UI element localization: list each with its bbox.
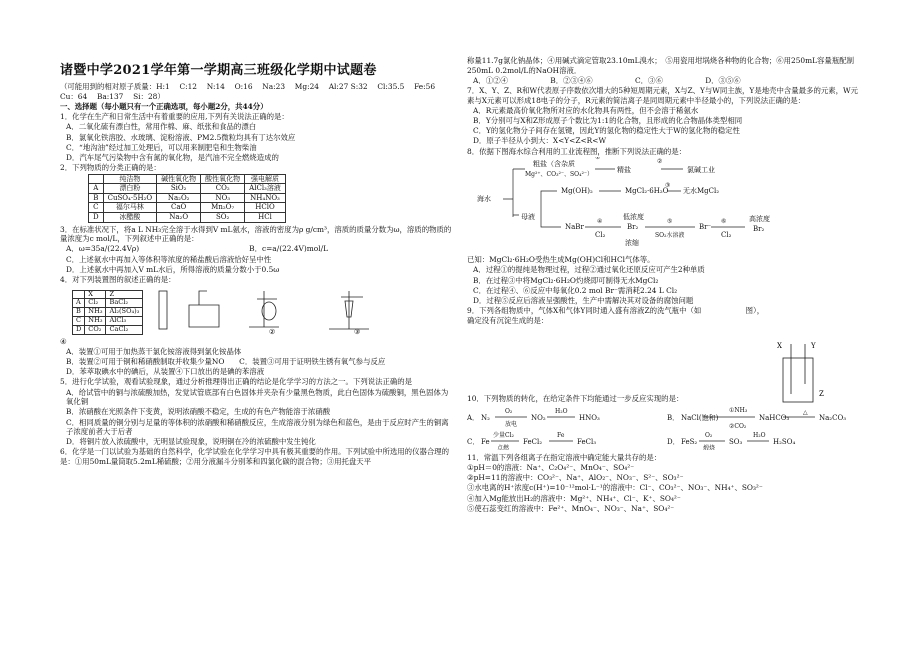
reaction-condition: ②CO₂ [729,423,747,431]
flow-node-br-ion: Br⁻ [699,222,712,231]
reaction-condition: ①NH₃ [729,407,748,415]
q8-option: D．过程⑤反应后溶液呈强酸性，生产中需解决其对设备的腐蚀问题 [473,296,694,306]
test-tube-icon [159,291,167,329]
figure-label: ④ [60,336,67,346]
flow-node-impurities: Mg²⁺、CO₃²⁻、SO₄²⁻） [525,170,594,178]
atomic-masses-line2: Cu：64 Ba:137 Si：28） [60,91,165,101]
chem-species: H₂SO₄ [773,438,796,447]
option-label: C． [467,438,480,447]
q6-options [467,76,862,86]
reaction-condition: 点燃 [497,445,510,451]
q4-option: B．装置②可用于铜和稀硝酸制取并收集少量NO C．装置③可用于证明铁生锈有氧气参与反应 [66,356,386,366]
option-label: B． [667,414,680,423]
chem-species: NaHCO₃ [759,414,790,423]
table-cell: Na₂O₂ [157,193,201,203]
flow-node-crude-salt: 粗盐（含杂质 [533,159,575,168]
section-heading: 一、选择题（每小题只有一个正确选项，每小题2分，共44分） [60,101,268,111]
table-cell: Na₂O [157,213,201,223]
table-cell: C [89,203,104,213]
reaction-condition: 煅烧 [703,445,716,451]
gas-x-label: X [777,342,782,350]
table-cell: NO₃ [201,193,245,203]
separatory-stand-icon [329,291,369,329]
q6-option: B．②③④⑥ [550,75,593,85]
q5-option: C．相同质量的铜分别与足量的等体积的浓硝酸和稀硝酸反应，生成溶液分别为绿色和蓝色，是由于反应时产生的铜离子浓度前者大于后者 [66,417,449,437]
flow-node-nabr: NaBr [565,222,584,231]
q4-figures [72,287,455,335]
table-cell: Cl₂ [85,299,106,308]
q6-stem: 6．化学是一门以试验为基础的自然科学，化学试验在化学学习中具有极其重要的作用。下列试验中所选用的仪器合理的是：①用50mL量筒取5.2mL稀硫酸；②用分液漏斗分别苯和四氯化碳的混合物；③用托盘天平 [60,447,450,467]
tube-icon [199,291,207,305]
chem-species: NaCl(饱和) [681,414,719,423]
q3-option-b: B．c=a/(22.4V)mol/L [249,244,328,254]
flow-step-label: ① [595,156,601,161]
chem-species: FeS₂ [681,438,698,447]
q4-option: D．苯萃取碘水中的碘后，从装置④下口放出的是碘的苯溶液 [66,367,265,377]
table-cell: SO₂ [201,213,245,223]
q3-option-a: A．ω=35a/(22.4Vρ) [66,244,140,254]
q11-stem: 11．常温下列各组离子在指定溶液中确定能大量共存的是： [467,452,662,462]
q6-option: C．③⑥ [635,75,663,85]
q11-option: ②pH=11的溶液中：CO₃²⁻、Na⁺、AlO₂⁻、NO₃⁻、S²⁻、SO₃²⁻ [467,473,684,483]
chem-species: SO₃ [729,438,743,447]
q4-option: A．装置①可用于加热蒸干氯化铵溶液得到氯化铵晶体 [66,346,242,356]
table-cell: 纯洁物 [103,174,157,184]
q2-stem: 2．下列物质的分类正确的是： [60,163,161,173]
table-cell: AlCl₃ [106,317,143,326]
q8-option: C．在过程④、⑥反应中每氧化0.2 mol Br⁻需消耗2.24 L Cl₂ [473,285,678,295]
q7-option: C．Y的氢化物分子间存在氢键，因此Y的氢化物的稳定性大于W的氢化物的稳定性 [473,126,740,136]
table-cell [89,174,104,184]
table-cell: NH₃ [85,317,106,326]
reaction-condition: H₂O [555,408,568,416]
flow-node-br2b: Br₂ [753,224,765,233]
q3-option: D．上述氨水中再加入V mL水后，所得溶液的质量分数小于0.5ω [66,264,280,274]
q11-option: ③水电离的H⁺浓度c(H⁺)=10⁻¹²mol·L⁻¹的溶液中：Cl⁻、CO₃²⁻、NO₃⁻、NH₄⁺、SO₃²⁻ [467,483,763,493]
q5-stem: 5．进行化学试验，观看试验现象，通过分析推理得出正确的结论是化学学习的方法之一。下列说法正确的是 [60,377,413,387]
q9-gas-washing-bottle [767,340,847,410]
table-row [89,193,286,203]
flow-node-low-br2: 低浓度 [623,212,644,221]
q3-options-ab [60,244,455,254]
left-column [60,0,455,467]
table-cell: AlCl₃溶液 [245,184,286,194]
q4-stem: 4．对下列装置图的叙述正确的是： [60,275,176,284]
q8-note: 已知：MgCl₂·6H₂O受热生成Mg(OH)Cl和HCl气体等。 [467,255,655,265]
option-label: D． [667,438,680,447]
table-cell: 酸性氧化物 [201,174,245,184]
chem-species: NO₂ [531,414,546,423]
q7-option: D．原子半径从小到大：X<Y<Z<R<W [473,136,607,146]
q3-stem: 3．在标准状况下，将a L NH₃完全溶于水得到V mL氨水，溶液的密度为ρ g/cm³，溶质的质量分数为ω，溶质的物质的量浓度为c mol/L，下列叙述中正确的是： [60,224,452,244]
reaction-condition: O₂ [505,408,513,416]
table-cell: CaCl₂ [106,325,143,334]
table-cell: 漂白粉 [103,184,157,194]
flow-step-label: ⑥ [721,217,727,225]
table-cell: CO₂ [85,325,106,334]
chem-species: Fe [481,438,490,447]
bottle-icon [783,358,813,402]
q1-option: C．“地沟油”经过加工处理后，可以用来制肥皂和生物柴油 [66,142,257,152]
table-row [89,203,286,213]
flow-node-seawater: 海水 [477,194,491,203]
table-cell: 冰醋酸 [103,213,157,223]
table-cell: Al₂(SO₄)₃ [106,308,143,317]
table-cell: D [73,325,85,334]
atomic-masses-line1: （可能用到的相对原子质量：H:1 C:12 N:14 O:16 Na:23 Mg:24 Al:27 S:32 Cl:35.5 Fe:56 [60,81,436,91]
table-header-row [89,174,286,184]
reaction-condition: 少量Cl₂ [493,432,514,440]
table-cell: CuSO₄·5H₂O [103,193,157,203]
flow-node-mgoh2: Mg(OH)₂ [561,186,593,195]
q8-flowchart [477,157,817,253]
q7-stem: 7．X、Y、Z、R和W代表原子序数依次增大的5种短周期元素，X与Z、Y与W同主族，Y是地壳中含量最多的元素，W元素与X元素可以形成18电子的分子，R元素的简洁离子是同周期元素中半径最小的，下列说法正确的是： [467,85,858,105]
table-cell: SiO₂ [157,184,201,194]
q6-option: A．①②④ [473,75,508,85]
flow-step-label: ② [657,157,663,165]
option-label: A． [467,414,480,423]
table-cell: HClO [245,203,286,213]
table-cell: NH₃ [85,308,106,317]
table-cell: Z [106,290,143,299]
table-cell: 碱性氧化物 [157,174,201,184]
q2-classification-table [88,174,286,223]
q8-option: A．过程①的提纯是物理过程，过程②通过氧化还原反应可产生2种单质 [473,265,705,275]
q11-option: ①pH＝0的溶液：Na⁺、C₂O₄²⁻、MnO₄⁻、SO₄²⁻ [467,462,635,472]
table-cell: B [89,193,104,203]
table-row [89,184,286,194]
right-column [467,0,862,514]
table-cell: B [73,308,85,317]
flow-reagent-cl2: Cl₂ [595,230,606,239]
q5-option: D．将铜片放入浓硫酸中，无明显试验现象，说明铜在冷的浓硫酸中发生钝化 [66,437,316,447]
q4-apparatus-drawing [149,287,399,335]
reaction-condition: H₂O [753,432,766,440]
q3-option: C．上述氨水中再加入等体积等浓度的稀盐酸后溶液恰好呈中性 [66,254,272,264]
gas-y-label: Y [811,342,816,350]
table-cell: D [89,213,104,223]
flow-node-high-br2: 高浓度 [749,214,770,223]
table-cell: CO₂ [201,184,245,194]
table-cell: A [73,299,85,308]
q10-stem: 10．下列物质的转化，在给定条件下均能通过一步反应实现的是： [467,394,684,403]
q10-conversions [467,404,862,450]
q1-option: A．二氧化硫有漂白性，常用作棉、麻、纸张和食品的漂白 [66,122,257,132]
flow-step-label: ③ [665,181,671,189]
flow-reagent-cl2b: Cl₂ [721,230,732,239]
reaction-condition: Fe [557,432,565,440]
table-cell: BaCl₂ [106,299,143,308]
table-cell: NH₄NO₃ [245,193,286,203]
table-cell: HCl [245,213,286,223]
q1-option: B．氯氧化铁溶胶、水玻璃、淀粉溶液、PM2.5微粒均具有丁达尔效应 [66,132,296,142]
table-cell: 强电解质 [245,174,286,184]
chem-species: N₂ [481,414,490,423]
flow-node-mother-liquor: 母液 [521,212,535,221]
table-cell: X [85,290,106,299]
q4-reagent-table [72,290,143,335]
table-row [89,213,286,223]
reaction-condition: 放电 [505,421,518,429]
flow-node-refined-salt: 精盐 [617,165,631,174]
q5-option: B．浓硝酸在光照条件下变黄，说明浓硝酸不稳定，生成的有色产物能溶于浓硝酸 [66,407,331,417]
iron-stand-icon [249,291,279,327]
q8-stem: 8．依据下图海水综合利用的工业流程图，推断下列说法正确的是： [467,146,687,156]
table-cell: 福尔马林 [103,203,157,213]
q7-option: B．Y分别可与X和Z形成原子个数比为1:1的化合物，且形成的化合物晶体类型相同 [473,115,743,125]
page-title: 诸暨中学2021学年第一学期高三班级化学期中试题卷 [60,63,377,78]
q9-stem: 9．下列各组物质中，气体X和气体Y同时通入盛有溶液Z的洗气瓶中（如 图），确定没有沉淀生成的是： [467,306,765,325]
chem-species: HNO₃ [579,414,600,423]
q7-option: A．R元素最高价氧化物所对应的水化物具有两性，但不会溶于稀氨水 [473,105,699,115]
q6-continued: 称量11.7g氯化钠晶体；④用碱式滴定管取23.10mL溴水； ⑤用瓷用坩埚烧各种物的化合物；⑥用250mL容量瓶配制250mL 0.2mol/L的NaOH溶液． [467,56,854,75]
q5-option: A．给试管中的铜与浓硫酸加热，发觉试管底部有白色固体并夹杂有少量黑色物质，此白色固体为硫酸铜，黑色固体为氧化铜 [66,387,449,407]
flow-node-chloralkali: 氯碱工业 [687,165,715,174]
reaction-condition: △ [803,409,808,417]
flow-node-mgcl2-hydrate: MgCl₂·6H₂O [625,186,669,195]
flow-node-anhydrous-mgcl2: 无水MgCl₂ [683,186,720,195]
flow-step-label: ④ [597,217,603,225]
table-cell: C [73,317,85,326]
flow-node-concentration: 浓缩 [625,238,639,247]
flow-reagent-so2: SO₂水溶液 [655,231,685,239]
q8-option: B．在过程③中将MgCl₂·6H₂O灼烧即可制得无水MgCl₂ [473,275,659,285]
q6-option: D．③⑤⑥ [705,75,741,85]
table-cell: A [89,184,104,194]
table-cell: CaO [157,203,201,213]
figure-label: ② [269,327,276,335]
chem-species: FeCl₂ [523,438,543,447]
figure-label: ③ [354,327,361,335]
flow-node-br2: Br₂ [627,222,639,231]
beaker-icon [189,305,219,327]
flow-step-label: ⑤ [667,217,673,225]
q11-option: ④加入Mg能放出H₂的溶液中：Mg²⁺、NH₄⁺、Cl⁻、K⁺、SO₄²⁻ [467,493,681,503]
chem-species: Na₂CO₃ [819,414,847,423]
q1-stem: 1．化学在生产和日常生活中有着重要的应用,下列有关说法正确的是： [60,112,289,122]
q11-option: ⑤使石蕊变红的溶液中：Fe²⁺、MnO₄⁻、NO₃⁻、Na⁺、SO₄²⁻ [467,503,675,513]
q1-option: D．汽车尾气污染物中含有氮的氧化物，是汽油不完全燃烧造成的 [66,152,279,162]
table-cell: Mn₂O₇ [201,203,245,213]
reaction-condition: O₂ [705,432,713,440]
chem-species: FeCl₃ [577,438,597,447]
solution-z-label: Z [819,390,824,398]
